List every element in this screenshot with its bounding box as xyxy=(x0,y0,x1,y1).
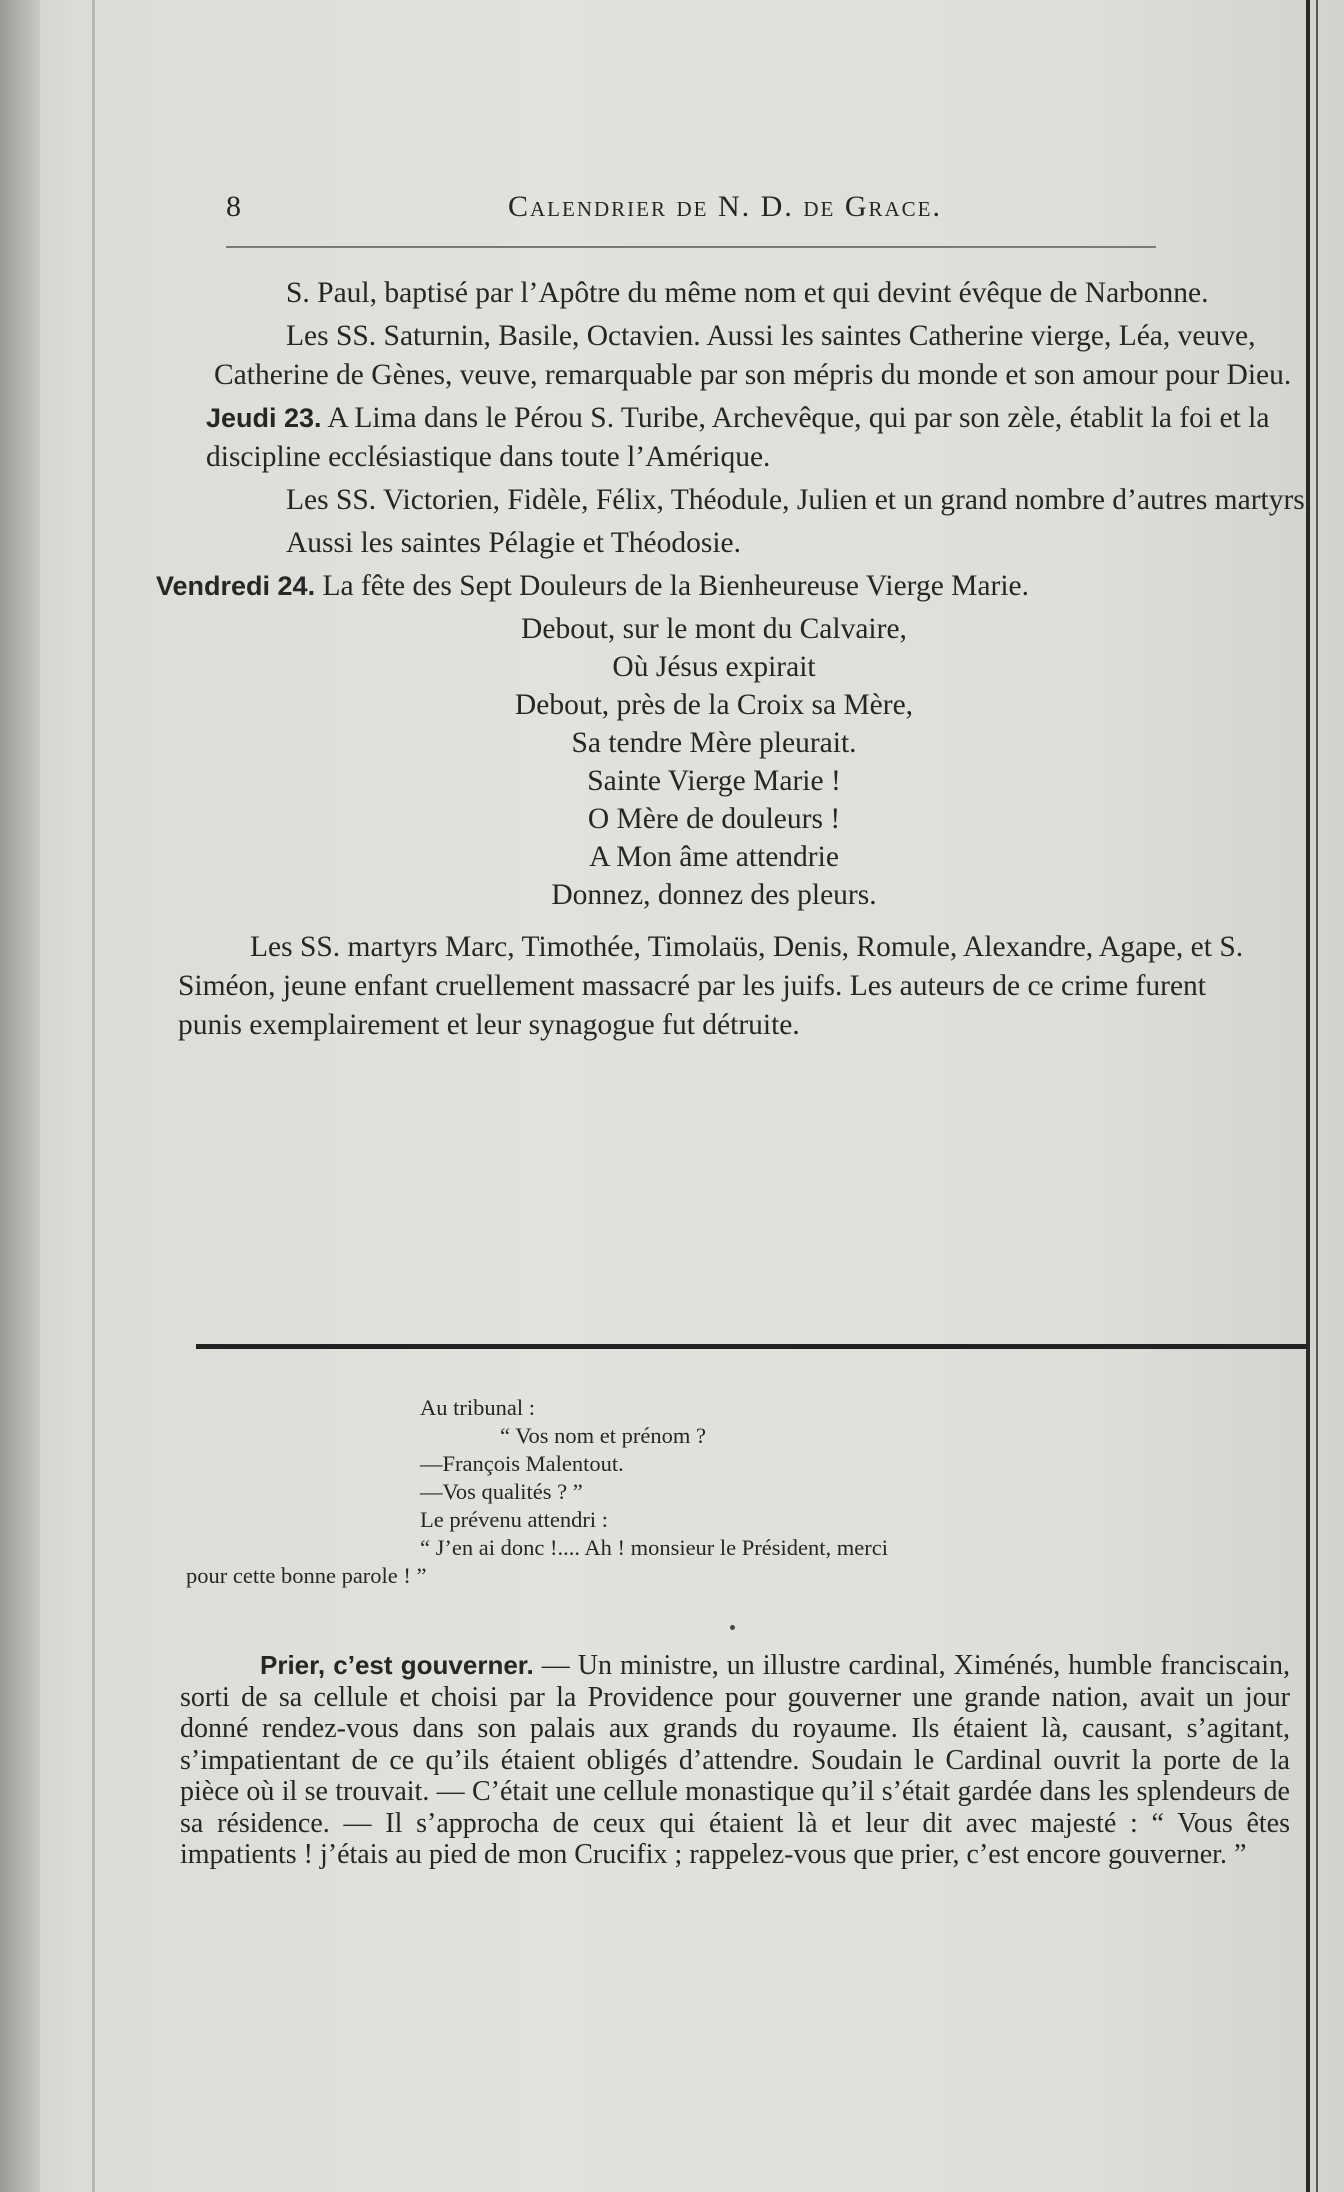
anecdote-line: —Vos qualités ? ” xyxy=(420,1479,583,1504)
calendar-text xyxy=(156,274,1324,1049)
anecdote-line: pour cette bonne parole ! ” xyxy=(186,1563,427,1588)
story-text: — Un ministre, un illustre cardinal, Ximénés, humble franciscain, sorti de sa cellule et choisi par la Providence pour gouverner une grande nation, avait un jour donné rendez-vous dans son palais aux grands du royaume. Ils étaient là, causant, s’agitant, s’impatientant de ce qu’ils étaient obligés d’attendre. Soudain le Cardinal ouvrit la porte de la pièce où il se trouvait. — C’était une cellule monastique qu’il s’était gardée dans les splendeurs de sa résidence. — Il s’approcha de ceux qui étaient là et leur dit avec majesté : “ Vous êtes impatients ! j’étais au pied de mon Crucifix ; rappelez-vous que prier, c’est encore gouverner. ” xyxy=(180,1650,1291,1870)
hymn-line: Debout, sur le mont du Calvaire, xyxy=(521,613,907,645)
paragraph-pelagie: Aussi les saintes Pélagie et Théodosie. xyxy=(286,527,741,559)
page-edge-left xyxy=(92,0,95,2192)
paragraph-saint-paul: S. Paul, baptisé par l’Apôtre du même nom et qui devint évêque de Narbonne. xyxy=(286,277,1209,309)
entry-jeudi-text: A Lima dans le Pérou S. Turibe, Archevêque, qui par son zèle, établit la foi et la discipline ecclésiastique dans toute l’Amérique. xyxy=(206,402,1270,473)
page-shadow-left xyxy=(0,0,40,2192)
story-lead: Prier, c’est gouverner. xyxy=(260,1650,534,1680)
anecdote-line: Le prévenu attendri : xyxy=(420,1507,609,1532)
story-prier-gouverner xyxy=(180,1650,1290,1871)
hymn-line: Debout, près de la Croix sa Mère, xyxy=(514,689,914,721)
hymn-line: Sa tendre Mère pleurait. xyxy=(571,727,857,759)
header-rule xyxy=(226,246,1156,248)
paragraph-victorien: Les SS. Victorien, Fidèle, Félix, Théodule, Julien et un grand nombre d’autres martyrs. xyxy=(286,484,1313,516)
hymn-line: Donnez, donnez des pleurs. xyxy=(551,879,877,911)
hymn-line: O Mère de douleurs ! xyxy=(587,803,841,835)
hymn-line: Où Jésus expirait xyxy=(612,651,816,683)
hymn-stanza xyxy=(214,610,1214,914)
hymn-line: Sainte Vierge Marie ! xyxy=(587,765,841,797)
day-label-jeudi: Jeudi 23. xyxy=(206,403,322,433)
page-header xyxy=(226,190,1296,250)
hymn-line: A Mon âme attendrie xyxy=(589,841,839,873)
page-number: 8 xyxy=(226,190,241,223)
anecdote-tribunal xyxy=(180,1394,1160,1590)
entry-jeudi-23 xyxy=(206,399,1324,477)
day-label-vendredi: Vendredi 24. xyxy=(156,571,316,601)
separator-dot xyxy=(730,1625,735,1630)
running-title: Calendrier de N. D. de Grace. xyxy=(508,190,942,223)
anecdote-line: “ J’en ai donc !.... Ah ! monsieur le Président, merci xyxy=(420,1535,888,1560)
anecdote-line: —François Malentout. xyxy=(420,1451,624,1476)
entry-vendredi-24 xyxy=(156,567,1324,606)
paragraph-saturnin: Les SS. Saturnin, Basile, Octavien. Aussi les saintes Catherine vierge, Léa, veuve, Catherine de Gènes, veuve, remarquable par son mépris du monde et son amour pour Dieu. xyxy=(214,320,1292,391)
entry-vendredi-text: La fête des Sept Douleurs de la Bienheureuse Vierge Marie. xyxy=(322,570,1029,602)
anecdote-line: “ Vos nom et prénom ? xyxy=(500,1423,707,1448)
story-paragraph xyxy=(180,1650,1290,1871)
section-divider xyxy=(196,1344,1308,1349)
anecdote-line: Au tribunal : xyxy=(420,1395,535,1420)
paragraph-martyrs-marc: Les SS. martyrs Marc, Timothée, Timolaüs, Denis, Romule, Alexandre, Agape, et S. Siméon, jeune enfant cruellement massacré par les juifs. Les auteurs de ce crime furent punis exemplairement et leur synagogue fut détruite. xyxy=(178,931,1244,1041)
